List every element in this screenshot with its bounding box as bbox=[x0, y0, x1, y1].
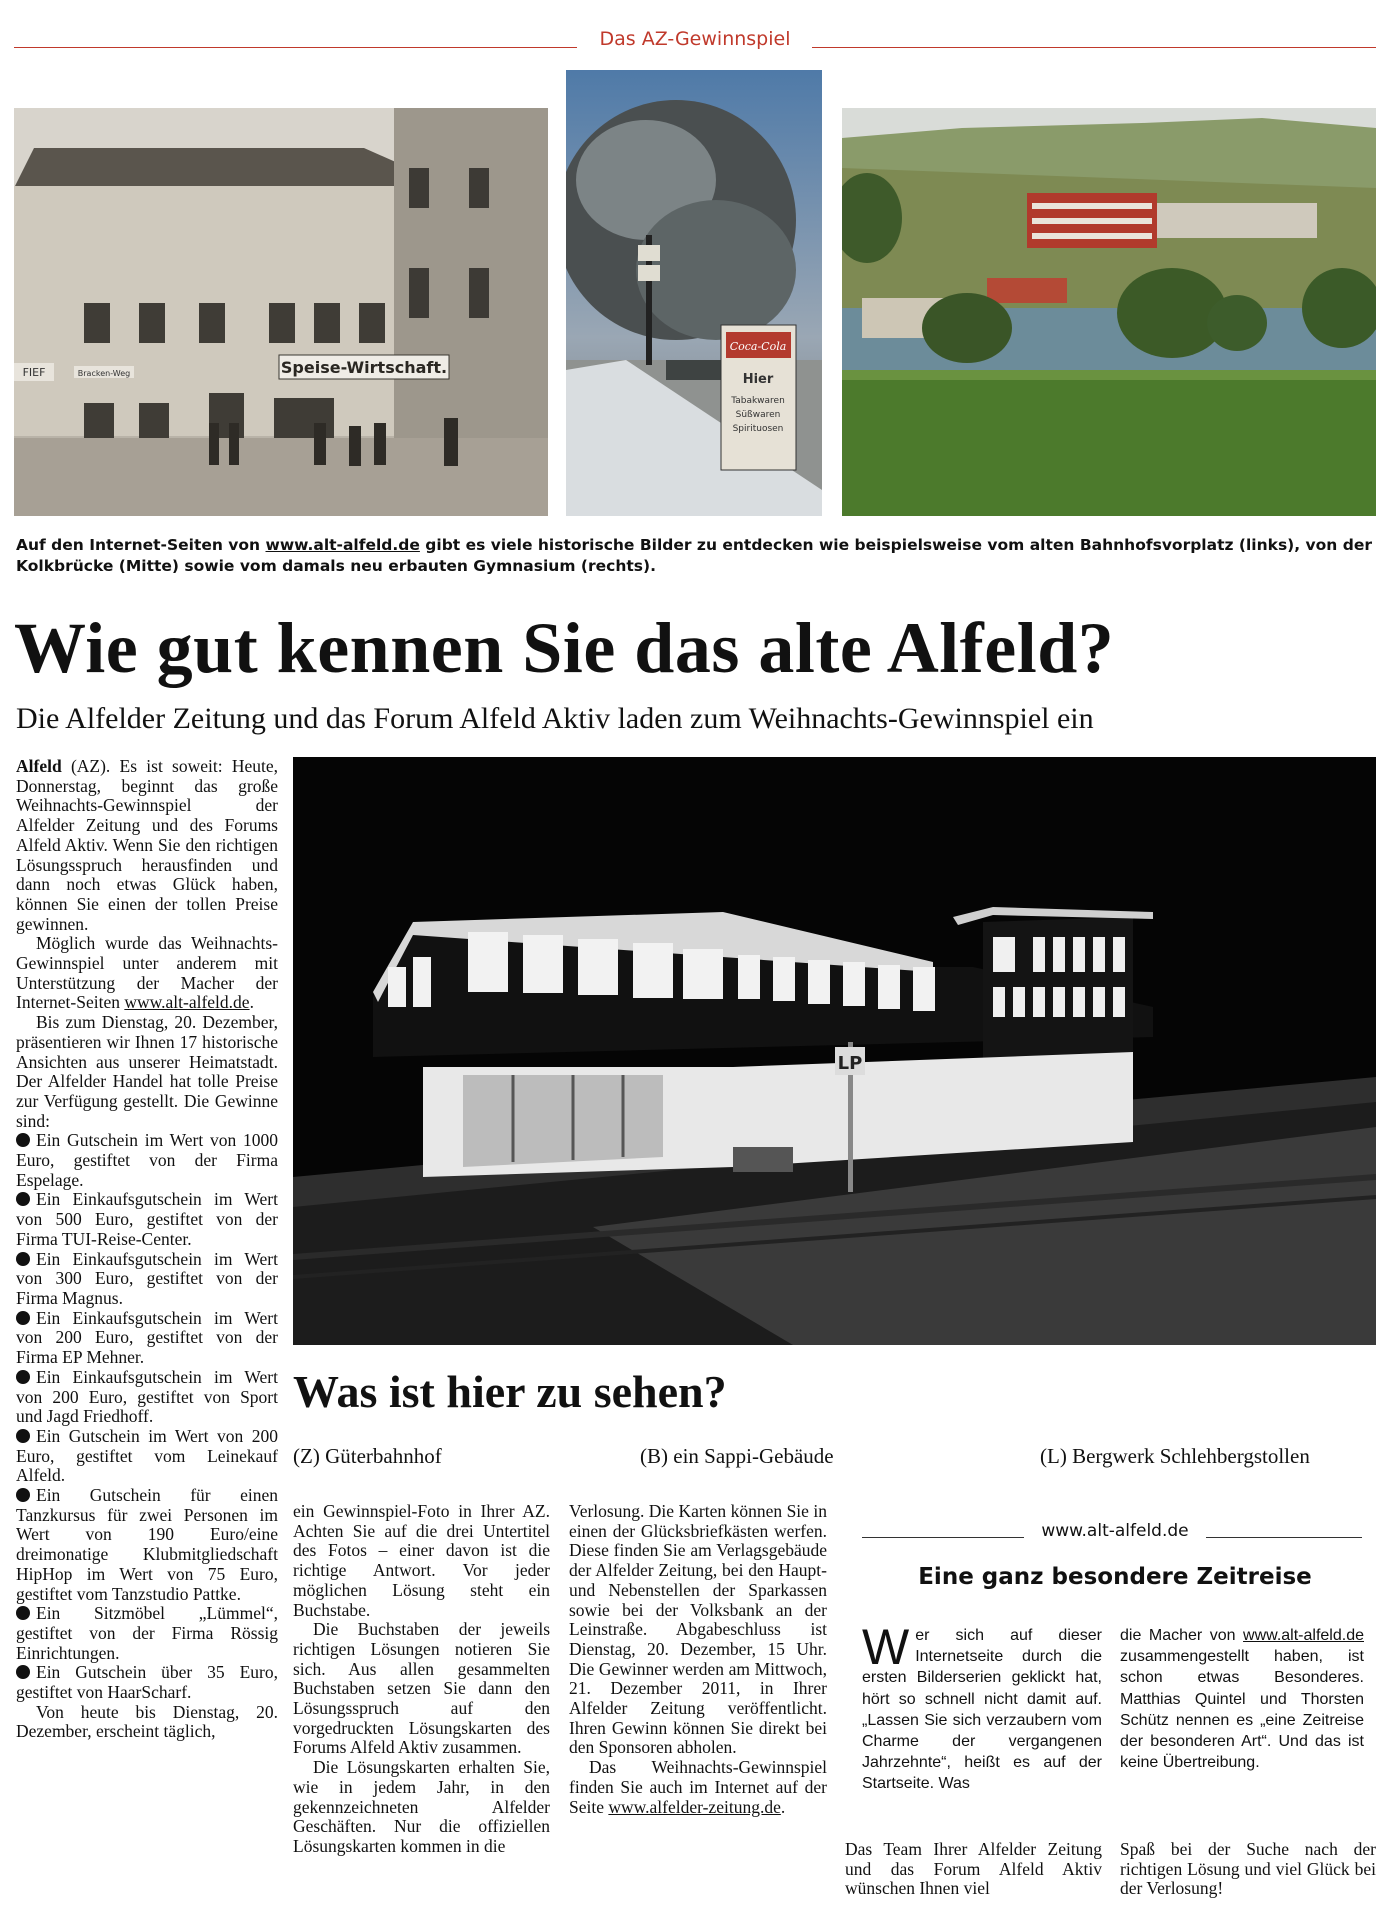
bullet-icon bbox=[16, 1192, 30, 1206]
col3-paragraph-2-end: . bbox=[780, 1796, 786, 1817]
box-column-left bbox=[862, 1619, 1102, 1795]
svg-text:LP: LP bbox=[837, 1053, 863, 1074]
bullet-icon bbox=[16, 1370, 30, 1384]
subheadline: Die Alfelder Zeitung und das Forum Alfeld Aktiv laden zum Weihnachts-Gewinnspiel ein bbox=[16, 702, 1094, 735]
answer-option-b: (B) ein Sappi-Gebäude bbox=[640, 1444, 834, 1468]
prize-item bbox=[16, 1190, 278, 1249]
article-column-2 bbox=[293, 1502, 550, 1857]
box-right-text-start: die Macher von bbox=[1120, 1627, 1244, 1644]
caption-text-end: gibt es viele historische Bilder zu entdecken wie beispielsweise vom alten Bahnhofsvorplatz (links), von der Kolkbrücke (Mitte) sowie vom damals neu erbauten Gymnasium (rechts). bbox=[16, 536, 1372, 575]
answer-option-l: (L) Bergwerk Schlehbergstollen bbox=[1040, 1444, 1310, 1468]
bullet-icon bbox=[16, 1488, 30, 1502]
prize-item bbox=[16, 1427, 278, 1486]
box-line-left bbox=[862, 1537, 1024, 1538]
article-column-3 bbox=[569, 1502, 827, 1817]
photo-quiz-night-building bbox=[293, 757, 1376, 1345]
svg-text:FIEF: FIEF bbox=[22, 366, 46, 379]
col3-paragraph-2: Das Weihnachts-Gewinnspiel finden Sie auch im Internet auf der Seite bbox=[569, 1757, 827, 1817]
sign-hier-text: Hier bbox=[742, 372, 774, 387]
box-site-label: www.alt-alfeld.de bbox=[1041, 1521, 1189, 1541]
bullet-icon bbox=[16, 1133, 30, 1147]
prize-item bbox=[16, 1368, 278, 1427]
col2-paragraph-1: ein Gewinnspiel-Foto in Ihrer AZ. Achten Sie auf die drei Untertitel des Fotos – einer davon ist die richtige Antwort. Vor jeder möglichen Lösung steht ein Buchstabe. bbox=[293, 1501, 550, 1620]
caption-link[interactable]: www.alt-alfeld.de bbox=[265, 536, 420, 554]
sign-line-3: Spirituosen bbox=[732, 424, 784, 434]
col1-paragraph-1: (AZ). Es ist soweit: Heute, Donnerstag, beginnt das große Weihnachts-Gewinnspiel der Alfelder Zeitung und des Forums Alfeld Aktiv. Wenn Sie den richtigen Lösungsspruch herausfinden und dann noch etwas Glück haben, können Sie einen der tollen Preise gewinnen. bbox=[16, 756, 278, 934]
bullet-icon bbox=[16, 1252, 30, 1266]
cola-sign-text: Coca-Cola bbox=[729, 340, 787, 353]
box-column-right bbox=[1120, 1625, 1364, 1773]
prize-item bbox=[16, 1309, 278, 1368]
col3-link[interactable]: www.alfelder-zeitung.de bbox=[608, 1796, 781, 1817]
prize-item bbox=[16, 1131, 278, 1190]
sign-line-2: Süßwaren bbox=[735, 410, 781, 420]
answer-option-z: (Z) Güterbahnhof bbox=[293, 1444, 442, 1468]
box-link[interactable]: www.alt-alfeld.de bbox=[1243, 1627, 1364, 1644]
prize-item bbox=[16, 1486, 278, 1604]
dateline: Alfeld bbox=[16, 756, 62, 776]
col1-paragraph-4: Von heute bis Dienstag, 20. Dezember, erscheint täglich, bbox=[16, 1701, 278, 1742]
bullet-icon bbox=[16, 1606, 30, 1620]
bullet-icon bbox=[16, 1665, 30, 1679]
col1-paragraph-2-end: . bbox=[249, 992, 254, 1013]
prize-text: Ein Gutschein über 35 Euro, gestiftet von HaarScharf. bbox=[16, 1662, 278, 1703]
section-rubric: Das AZ-Gewinnspiel bbox=[599, 28, 791, 50]
photo-caption bbox=[16, 535, 1376, 577]
box-line-right bbox=[1206, 1537, 1362, 1538]
rubric-line-left bbox=[14, 47, 577, 48]
prize-text: Ein Einkaufsgutschein im Wert von 200 Euro, gestiftet von der Firma EP Mehner. bbox=[16, 1307, 278, 1368]
photo-kolk-bridge bbox=[566, 70, 822, 516]
quiz-question: Was ist hier zu sehen? bbox=[293, 1366, 727, 1417]
sign-line-1: Tabakwaren bbox=[731, 396, 785, 406]
col1-link[interactable]: www.alt-alfeld.de bbox=[124, 992, 250, 1013]
prize-text: Ein Einkaufsgutschein im Wert von 500 Euro, gestiftet von der Firma TUI-Reise-Center. bbox=[16, 1189, 278, 1249]
street-sign-text: Bracken-Weg bbox=[77, 369, 131, 378]
prize-text: Ein Einkaufsgutschein im Wert von 300 Euro, gestiftet von der Firma Magnus. bbox=[16, 1248, 278, 1308]
photo-historic-restaurant bbox=[14, 108, 548, 516]
prize-text: Ein Einkaufsgutschein im Wert von 200 Euro, gestiftet von Sport und Jagd Friedhoff. bbox=[16, 1366, 278, 1427]
prize-text: Ein Gutschein für einen Tanzkursus für zwei Personen im Wert von 190 Euro/eine dreimonatige Klubmitgliedschaft HipHop im Wert von 75 Euro, gestiftet vom Tanzstudio Pattke. bbox=[16, 1485, 278, 1604]
box-right-text-end: zusammengestellt haben, ist schon etwas Besonderes. Matthias Quintel und Thorsten Schütz nennen es „eine Zeitreise der besonderen Art“. Und das ist keine Übertreibung. bbox=[1120, 1648, 1364, 1772]
box-footer-right: Spaß bei der Suche nach der richtigen Lösung und viel Glück bei der Verlosung! bbox=[1120, 1839, 1376, 1899]
drop-cap: W bbox=[862, 1619, 910, 1675]
box-footer-left: Das Team Ihrer Alfelder Zeitung und das Forum Alfeld Aktiv wünschen Ihnen viel bbox=[845, 1839, 1102, 1899]
col1-paragraph-2: Möglich wurde das Weihnachts-Gewinnspiel unter anderem mit Unterstützung der Macher der Internet-Seiten bbox=[16, 933, 278, 1013]
col2-paragraph-2: Die Buchstaben der jeweils richtigen Lösungen notieren Sie sich. Aus allen gesammelten Buchstaben setzen Sie dann den Lösungsspruch auf den vorgedruckten Lösungskarten des Forums Alfeld Aktiv zusammen. bbox=[293, 1619, 550, 1758]
col2-paragraph-3: Die Lösungskarten erhalten Sie, wie in jedem Jahr, in den gekennzeichneten Alfelder Geschäften. Nur die offiziellen Lösungskarten kommen in die bbox=[293, 1757, 550, 1856]
col3-paragraph-1: Verlosung. Die Karten können Sie in einen der Glücksbriefkästen werfen. Diese finden Sie am Verlagsgebäude der Alfelder Zeitung, bei den Haupt- und Nebenstellen der Sparkassen sowie bei der Volksbank an der Leinstraße. Abgabeschluss ist Dienstag, 20. Dezember, 15 Uhr. Die Gewinner werden am Mittwoch, 21. Dezember 2011, in Ihrer Alfelder Zeitung veröffentlicht. Ihren Gewinn können Sie direkt bei den Sponsoren abholen. bbox=[569, 1501, 827, 1758]
restaurant-sign-text: Speise-Wirtschaft. bbox=[280, 358, 448, 377]
bullet-icon bbox=[16, 1429, 30, 1443]
prize-item bbox=[16, 1604, 278, 1663]
box-title: Eine ganz besondere Zeitreise bbox=[918, 1564, 1312, 1590]
col1-paragraph-3: Bis zum Dienstag, 20. Dezember, präsentieren wir Ihnen 17 historische Ansichten aus unserer Heimatstadt. Der Alfelder Handel hat tolle Preise zur Verfügung gestellt. Die Gewinne sind: bbox=[16, 1012, 278, 1131]
prize-item bbox=[16, 1663, 278, 1702]
caption-text-start: Auf den Internet-Seiten von bbox=[16, 536, 266, 554]
prize-text: Ein Gutschein im Wert von 200 Euro, gestiftet vom Leinekauf Alfeld. bbox=[16, 1425, 278, 1486]
headline: Wie gut kennen Sie das alte Alfeld? bbox=[14, 608, 1115, 688]
prize-text: Ein Gutschein im Wert von 1000 Euro, gestiftet von der Firma Espelage. bbox=[16, 1130, 278, 1190]
box-left-text: er sich auf dieser Internetseite durch die ersten Bilderserien geklickt hat, hört so schnell nicht damit auf. „Lassen Sie sich verzaubern vom Charme der vergangenen Jahrzehnte“, heißt es auf der Startseite. Was bbox=[862, 1627, 1102, 1793]
photo-gymnasium bbox=[842, 108, 1376, 516]
prize-text: Ein Sitzmöbel „Lümmel“, gestiftet von der Firma Rössig Einrichtungen. bbox=[16, 1603, 278, 1663]
bullet-icon bbox=[16, 1311, 30, 1325]
prize-item bbox=[16, 1250, 278, 1309]
rubric-line-right bbox=[812, 47, 1376, 48]
article-column-1 bbox=[16, 757, 278, 1742]
